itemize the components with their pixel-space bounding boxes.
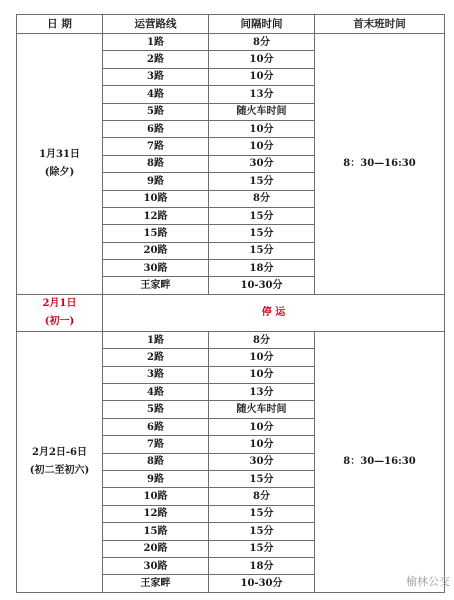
route-name: 8路 [103, 155, 209, 172]
route-name: 4路 [103, 384, 209, 401]
route-interval: 8分 [209, 331, 315, 348]
watermark: 榆林公交 [406, 576, 450, 588]
route-interval: 15分 [209, 242, 315, 259]
route-name: 1路 [103, 34, 209, 51]
route-interval: 10分 [209, 366, 315, 383]
table-row [17, 34, 445, 51]
route-name: 10路 [103, 488, 209, 505]
route-interval: 15分 [209, 173, 315, 190]
route-name: 7路 [103, 436, 209, 453]
bus-schedule-table [16, 14, 445, 593]
suspended-status: 停 运 [103, 294, 445, 331]
route-interval: 13分 [209, 86, 315, 103]
route-interval: 10-30分 [209, 277, 315, 294]
route-interval: 随火车时间 [209, 103, 315, 120]
date-cell [17, 34, 103, 295]
route-interval: 15分 [209, 470, 315, 487]
date-line1: 2月2日-6日 [31, 446, 88, 458]
route-interval: 30分 [209, 453, 315, 470]
route-interval: 15分 [209, 523, 315, 540]
date-line2: (初一) [44, 315, 75, 327]
route-interval: 8分 [209, 488, 315, 505]
date-line2: (除夕) [44, 166, 75, 178]
date-line2: (初二至初六) [29, 464, 90, 476]
route-interval: 8分 [209, 190, 315, 207]
service-hours: 8：30—16:30 [315, 34, 445, 295]
route-name: 8路 [103, 453, 209, 470]
route-name: 6路 [103, 120, 209, 137]
table-row [17, 331, 445, 348]
route-interval: 18分 [209, 557, 315, 574]
header-row [17, 15, 445, 34]
route-name: 王家畔 [103, 575, 209, 592]
route-name: 12路 [103, 505, 209, 522]
service-hours: 8：30—16:30 [315, 331, 445, 592]
header-hours: 首末班时间 [315, 15, 445, 34]
route-name: 3路 [103, 68, 209, 85]
route-interval: 18分 [209, 260, 315, 277]
route-interval: 10分 [209, 436, 315, 453]
route-interval: 15分 [209, 505, 315, 522]
route-name: 5路 [103, 401, 209, 418]
date-line1: 1月31日 [39, 148, 80, 160]
route-interval: 10分 [209, 51, 315, 68]
route-interval: 8分 [209, 34, 315, 51]
route-name: 王家畔 [103, 277, 209, 294]
route-name: 6路 [103, 418, 209, 435]
route-name: 12路 [103, 207, 209, 224]
date-cell [17, 294, 103, 331]
route-interval: 10分 [209, 418, 315, 435]
route-interval: 15分 [209, 207, 315, 224]
route-name: 3路 [103, 366, 209, 383]
route-name: 30路 [103, 260, 209, 277]
route-interval: 15分 [209, 225, 315, 242]
route-name: 4路 [103, 86, 209, 103]
route-name: 20路 [103, 242, 209, 259]
date-line1: 2月1日 [42, 297, 77, 309]
route-name: 10路 [103, 190, 209, 207]
route-interval: 10分 [209, 138, 315, 155]
route-name: 5路 [103, 103, 209, 120]
route-name: 1路 [103, 331, 209, 348]
route-interval: 30分 [209, 155, 315, 172]
route-interval: 10分 [209, 68, 315, 85]
route-name: 20路 [103, 540, 209, 557]
route-name: 2路 [103, 349, 209, 366]
route-name: 7路 [103, 138, 209, 155]
route-name: 30路 [103, 557, 209, 574]
header-date: 日 期 [17, 15, 103, 34]
route-interval: 10分 [209, 349, 315, 366]
header-interval: 间隔时间 [209, 15, 315, 34]
route-interval: 15分 [209, 540, 315, 557]
route-name: 9路 [103, 470, 209, 487]
route-name: 15路 [103, 523, 209, 540]
route-interval: 10分 [209, 120, 315, 137]
schedule-body [17, 34, 445, 593]
route-interval: 13分 [209, 384, 315, 401]
route-name: 2路 [103, 51, 209, 68]
table-row [17, 294, 445, 331]
route-name: 15路 [103, 225, 209, 242]
route-interval: 10-30分 [209, 575, 315, 592]
header-route: 运营路线 [103, 15, 209, 34]
route-name: 9路 [103, 173, 209, 190]
date-cell [17, 331, 103, 592]
route-interval: 随火车时间 [209, 401, 315, 418]
